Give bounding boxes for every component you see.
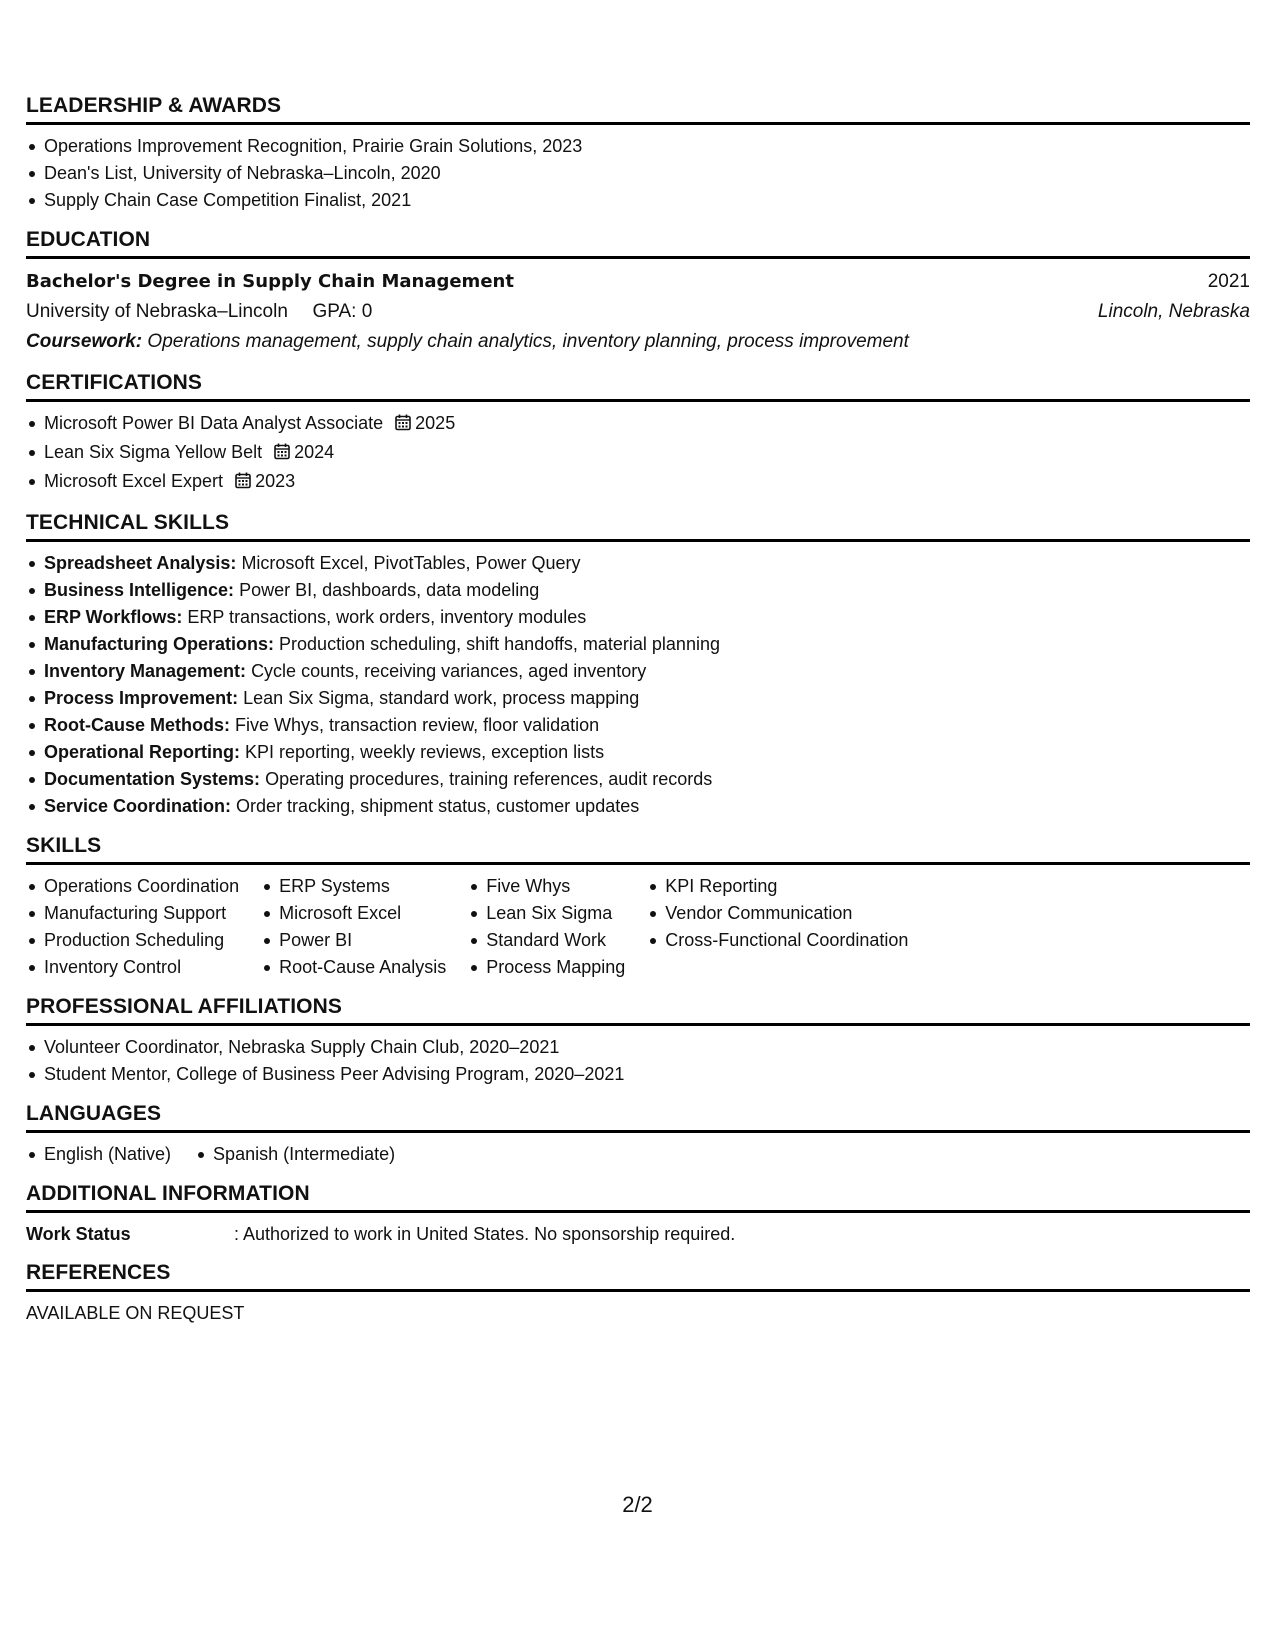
education-school-row <box>26 297 1250 327</box>
list-item: Five Whys <box>468 873 625 900</box>
technical-skills-title: TECHNICAL SKILLS <box>26 511 1250 542</box>
list-item: Manufacturing Support <box>26 900 239 927</box>
skill-label: Service Coordination: <box>44 796 232 816</box>
graduation-year: 2021 <box>1207 271 1250 292</box>
coursework-row <box>26 327 1250 357</box>
calendar-icon <box>395 412 411 439</box>
references-title: REFERENCES <box>26 1261 1250 1292</box>
languages-title: LANGUAGES <box>26 1102 1250 1133</box>
list-item: Supply Chain Case Competition Finalist, 2021 <box>26 187 1250 214</box>
additional-info-title: ADDITIONAL INFORMATION <box>26 1182 1250 1213</box>
references-section <box>26 1261 1250 1326</box>
skill-label: Manufacturing Operations: <box>44 634 275 654</box>
skill-value: Five Whys, transaction review, floor validation <box>235 715 600 735</box>
certification-year: 2025 <box>415 413 456 433</box>
education-section <box>26 228 1250 357</box>
technical-skills-list <box>26 550 1250 820</box>
skill-label: Process Improvement: <box>44 688 239 708</box>
skill-label: Spreadsheet Analysis: <box>44 553 237 573</box>
education-title: EDUCATION <box>26 228 1250 259</box>
skill-label: Operational Reporting: <box>44 742 241 762</box>
list-item: Cross-Functional Coordination <box>647 927 908 954</box>
list-item: Process Mapping <box>468 954 625 981</box>
list-item: Operations Coordination <box>26 873 239 900</box>
certifications-section <box>26 371 1250 497</box>
certification-item <box>26 468 1250 497</box>
list-item <box>26 793 1250 820</box>
list-item: Operations Improvement Recognition, Prairie Grain Solutions, 2023 <box>26 133 1250 160</box>
skill-value: Power BI, dashboards, data modeling <box>239 580 540 600</box>
list-item: Volunteer Coordinator, Nebraska Supply Chain Club, 2020–2021 <box>26 1034 1250 1061</box>
skills-column <box>26 873 239 981</box>
technical-skills-section <box>26 511 1250 820</box>
certification-name: Microsoft Excel Expert <box>44 471 224 491</box>
work-status-label: Work Status <box>26 1224 131 1244</box>
resume-page <box>26 94 1250 1340</box>
skill-value: Lean Six Sigma, standard work, process mapping <box>243 688 640 708</box>
list-item: Vendor Communication <box>647 900 908 927</box>
certification-name: Lean Six Sigma Yellow Belt <box>44 442 263 462</box>
work-status-row <box>26 1221 1250 1247</box>
skill-value: Microsoft Excel, PivotTables, Power Query <box>241 553 581 573</box>
certifications-title: CERTIFICATIONS <box>26 371 1250 402</box>
skill-value: Cycle counts, receiving variances, aged inventory <box>251 661 647 681</box>
skill-label: Root-Cause Methods: <box>44 715 230 735</box>
list-item <box>26 550 1250 577</box>
list-item <box>26 631 1250 658</box>
certification-year: 2024 <box>294 442 335 462</box>
list-item <box>26 658 1250 685</box>
calendar-icon <box>235 470 251 497</box>
leadership-list <box>26 133 1250 214</box>
skill-value: Order tracking, shipment status, customer updates <box>236 796 640 816</box>
skill-value: ERP transactions, work orders, inventory modules <box>187 607 587 627</box>
list-item <box>26 712 1250 739</box>
skill-label: Inventory Management: <box>44 661 247 681</box>
additional-info-section <box>26 1182 1250 1247</box>
certification-item <box>26 439 1250 468</box>
skill-label: Documentation Systems: <box>44 769 261 789</box>
list-item: Lean Six Sigma <box>468 900 625 927</box>
skills-column <box>468 873 625 981</box>
list-item: Microsoft Excel <box>261 900 446 927</box>
list-item <box>26 604 1250 631</box>
certification-name: Microsoft Power BI Data Analyst Associate <box>44 413 384 433</box>
list-item: Power BI <box>261 927 446 954</box>
skill-value: Production scheduling, shift handoffs, material planning <box>279 634 720 654</box>
certifications-list <box>26 410 1250 497</box>
list-item <box>26 739 1250 766</box>
certification-year: 2023 <box>255 471 296 491</box>
list-item <box>26 577 1250 604</box>
list-item: English (Native) <box>26 1141 171 1168</box>
leadership-section <box>26 94 1250 214</box>
skill-value: KPI reporting, weekly reviews, exception lists <box>245 742 605 762</box>
references-text: AVAILABLE ON REQUEST <box>26 1303 245 1323</box>
list-item: Spanish (Intermediate) <box>195 1141 395 1168</box>
affiliations-title: PROFESSIONAL AFFILIATIONS <box>26 995 1250 1026</box>
skill-value: Operating procedures, training references, audit records <box>265 769 713 789</box>
list-item: Inventory Control <box>26 954 239 981</box>
skills-title: SKILLS <box>26 834 1250 865</box>
skill-label: ERP Workflows: <box>44 607 183 627</box>
list-item: Root-Cause Analysis <box>261 954 446 981</box>
skills-grid <box>26 873 1250 981</box>
gpa: GPA: 0 <box>312 301 373 322</box>
affiliations-section <box>26 995 1250 1088</box>
skills-section <box>26 834 1250 981</box>
list-item <box>26 685 1250 712</box>
page-number: 2/2 <box>622 1492 653 1517</box>
skills-column <box>647 873 908 981</box>
skills-column <box>261 873 446 981</box>
list-item: Dean's List, University of Nebraska–Lincoln, 2020 <box>26 160 1250 187</box>
calendar-icon <box>274 441 290 468</box>
leadership-title: LEADERSHIP & AWARDS <box>26 94 1250 125</box>
list-item: Standard Work <box>468 927 625 954</box>
affiliations-list <box>26 1034 1250 1088</box>
school-name: University of Nebraska–Lincoln <box>26 301 288 322</box>
languages-section <box>26 1102 1250 1168</box>
degree-name: Bachelor's Degree in Supply Chain Management <box>26 271 514 292</box>
school-location: Lincoln, Nebraska <box>1097 301 1250 322</box>
education-degree-row <box>26 267 1250 297</box>
skill-label: Business Intelligence: <box>44 580 235 600</box>
list-item: KPI Reporting <box>647 873 908 900</box>
list-item: Production Scheduling <box>26 927 239 954</box>
certification-item <box>26 410 1250 439</box>
coursework-label: Coursework: <box>26 331 143 352</box>
work-status-value: : Authorized to work in United States. No sponsorship required. <box>234 1224 736 1244</box>
languages-list <box>26 1141 1250 1168</box>
list-item <box>26 766 1250 793</box>
list-item: Student Mentor, College of Business Peer Advising Program, 2020–2021 <box>26 1061 1250 1088</box>
coursework-text: Operations management, supply chain analytics, inventory planning, process improvement <box>147 331 909 352</box>
list-item: ERP Systems <box>261 873 446 900</box>
